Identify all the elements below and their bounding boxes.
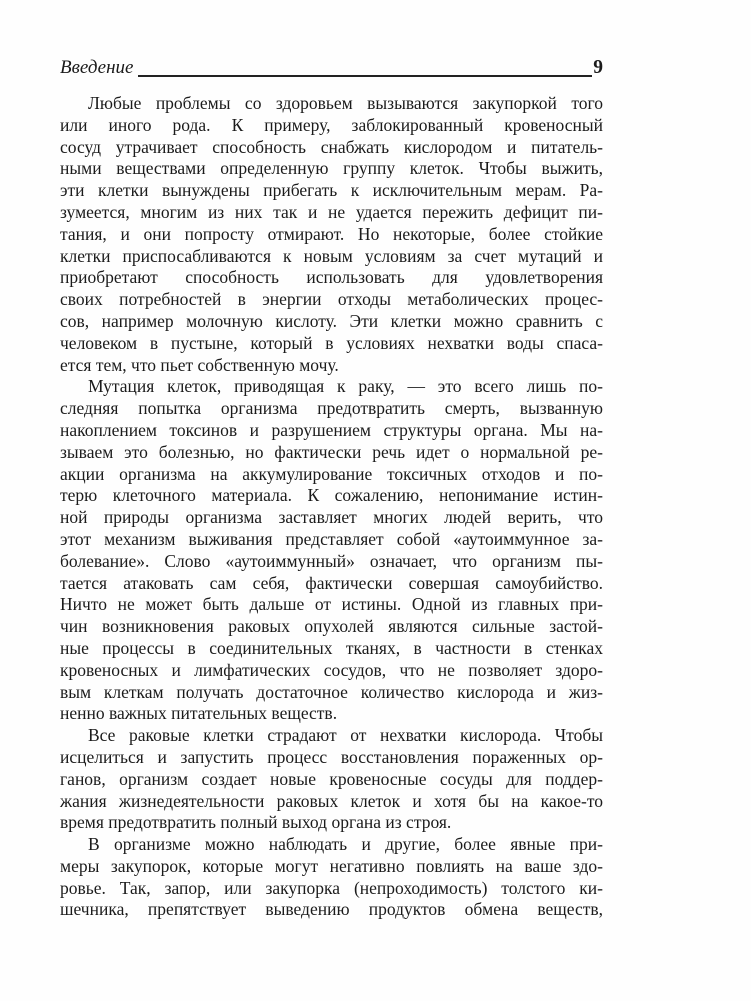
paragraph [60,834,603,921]
text-line: вым клеткам получать достаточное количество кислорода и жиз- [60,681,603,702]
text-line: ганов, организм создает новые кровеносные сосуды для поддер- [60,768,603,789]
text-line: или иного рода. К примеру, заблокированный кровеносный [60,114,603,135]
header-rule [138,75,592,77]
text-line: Мутация клеток, приводящая к раку, — это всего лишь по- [88,376,603,397]
text-line: ные процессы в соединительных тканях, в частности в стенках [60,637,603,658]
text-line: чин возникновения раковых опухолей являются сильные застой- [60,616,603,637]
text-line: исцелиться и запустить процесс восстановления пораженных ор- [60,746,603,767]
text-line: человеком в пустыне, который в условиях нехватки воды спаса- [60,332,603,353]
text-line: Любые проблемы со здоровьем вызываются закупоркой того [88,93,603,113]
section-title: Введение [60,57,134,78]
paragraph [60,93,603,376]
text-line: сосуд утрачивает способность снабжать кислородом и питатель- [60,136,603,157]
text-line: ненно важных питательных веществ. [60,703,338,724]
page-content [60,54,603,921]
paragraph [60,376,603,725]
text-line: ется тем, что пьет собственную мочу. [60,354,339,375]
text-line: Все раковые клетки страдают от нехватки кислорода. Чтобы [88,725,603,746]
text-line: ровье. Так, запор, или закупорка (непроходимость) толстого ки- [60,877,603,898]
text-line: Ничто не может быть дальше от истины. Одной из главных при- [60,594,603,615]
text-line: этот механизм выживания представляет собой «аутоиммунное за- [60,528,603,549]
text-line: меры закупорок, которые могут негативно повлиять на ваше здо- [60,855,603,876]
text-line: терю клеточного материала. К сожалению, непонимание истин- [60,485,603,506]
text-line: сов, например молочную кислоту. Эти клетки можно сравнить с [60,310,603,331]
body-text [60,93,603,921]
text-line: клетки приспосабливаются к новым условиям за счет мутаций и [60,245,603,266]
text-line: зываем это болезнью, но фактически речь идет о нормальной ре- [60,441,603,462]
text-line: ными веществами определенную группу клеток. Чтобы выжить, [60,158,603,179]
text-line: следняя попытка организма предотвратить смерть, вызванную [60,398,603,419]
text-line: болевание». Слово «аутоиммунный» означает, что организм пы- [60,550,603,571]
text-line: В организме можно наблюдать и другие, более явные при- [88,834,603,855]
text-line: накоплением токсинов и разрушением структуры органа. Мы на- [60,419,603,440]
text-line: жания жизнедеятельности раковых клеток и хотя бы на какое-то [60,790,603,811]
text-line: время предотвратить полный выход органа из строя. [60,812,452,833]
text-line: шечника, препятствует выведению продуктов обмена веществ, [60,899,603,920]
text-line: зумеется, многим из них так и не удается пережить дефицит пи- [60,201,603,222]
page-number: 9 [593,57,603,78]
text-line: акции организма на аккумулирование токсичных отходов и по- [60,463,603,484]
page-header [60,54,603,79]
paragraph [60,725,603,834]
text-line: тается атаковать сам себя, фактически совершая самоубийство. [60,572,603,593]
text-line: кровеносных и лимфатических сосудов, что не позволяет здоро- [60,659,603,680]
text-line: ной природы организма заставляет многих людей верить, что [60,507,603,528]
text-line: приобретают способность использовать для удовлетворения [60,267,603,288]
text-line: тания, и они попросту отмирают. Но некоторые, более стойкие [60,223,603,244]
text-line: своих потребностей в энергии отходы метаболических процес- [60,289,603,310]
text-line: эти клетки вынуждены прибегать к исключительным мерам. Ра- [60,180,603,201]
